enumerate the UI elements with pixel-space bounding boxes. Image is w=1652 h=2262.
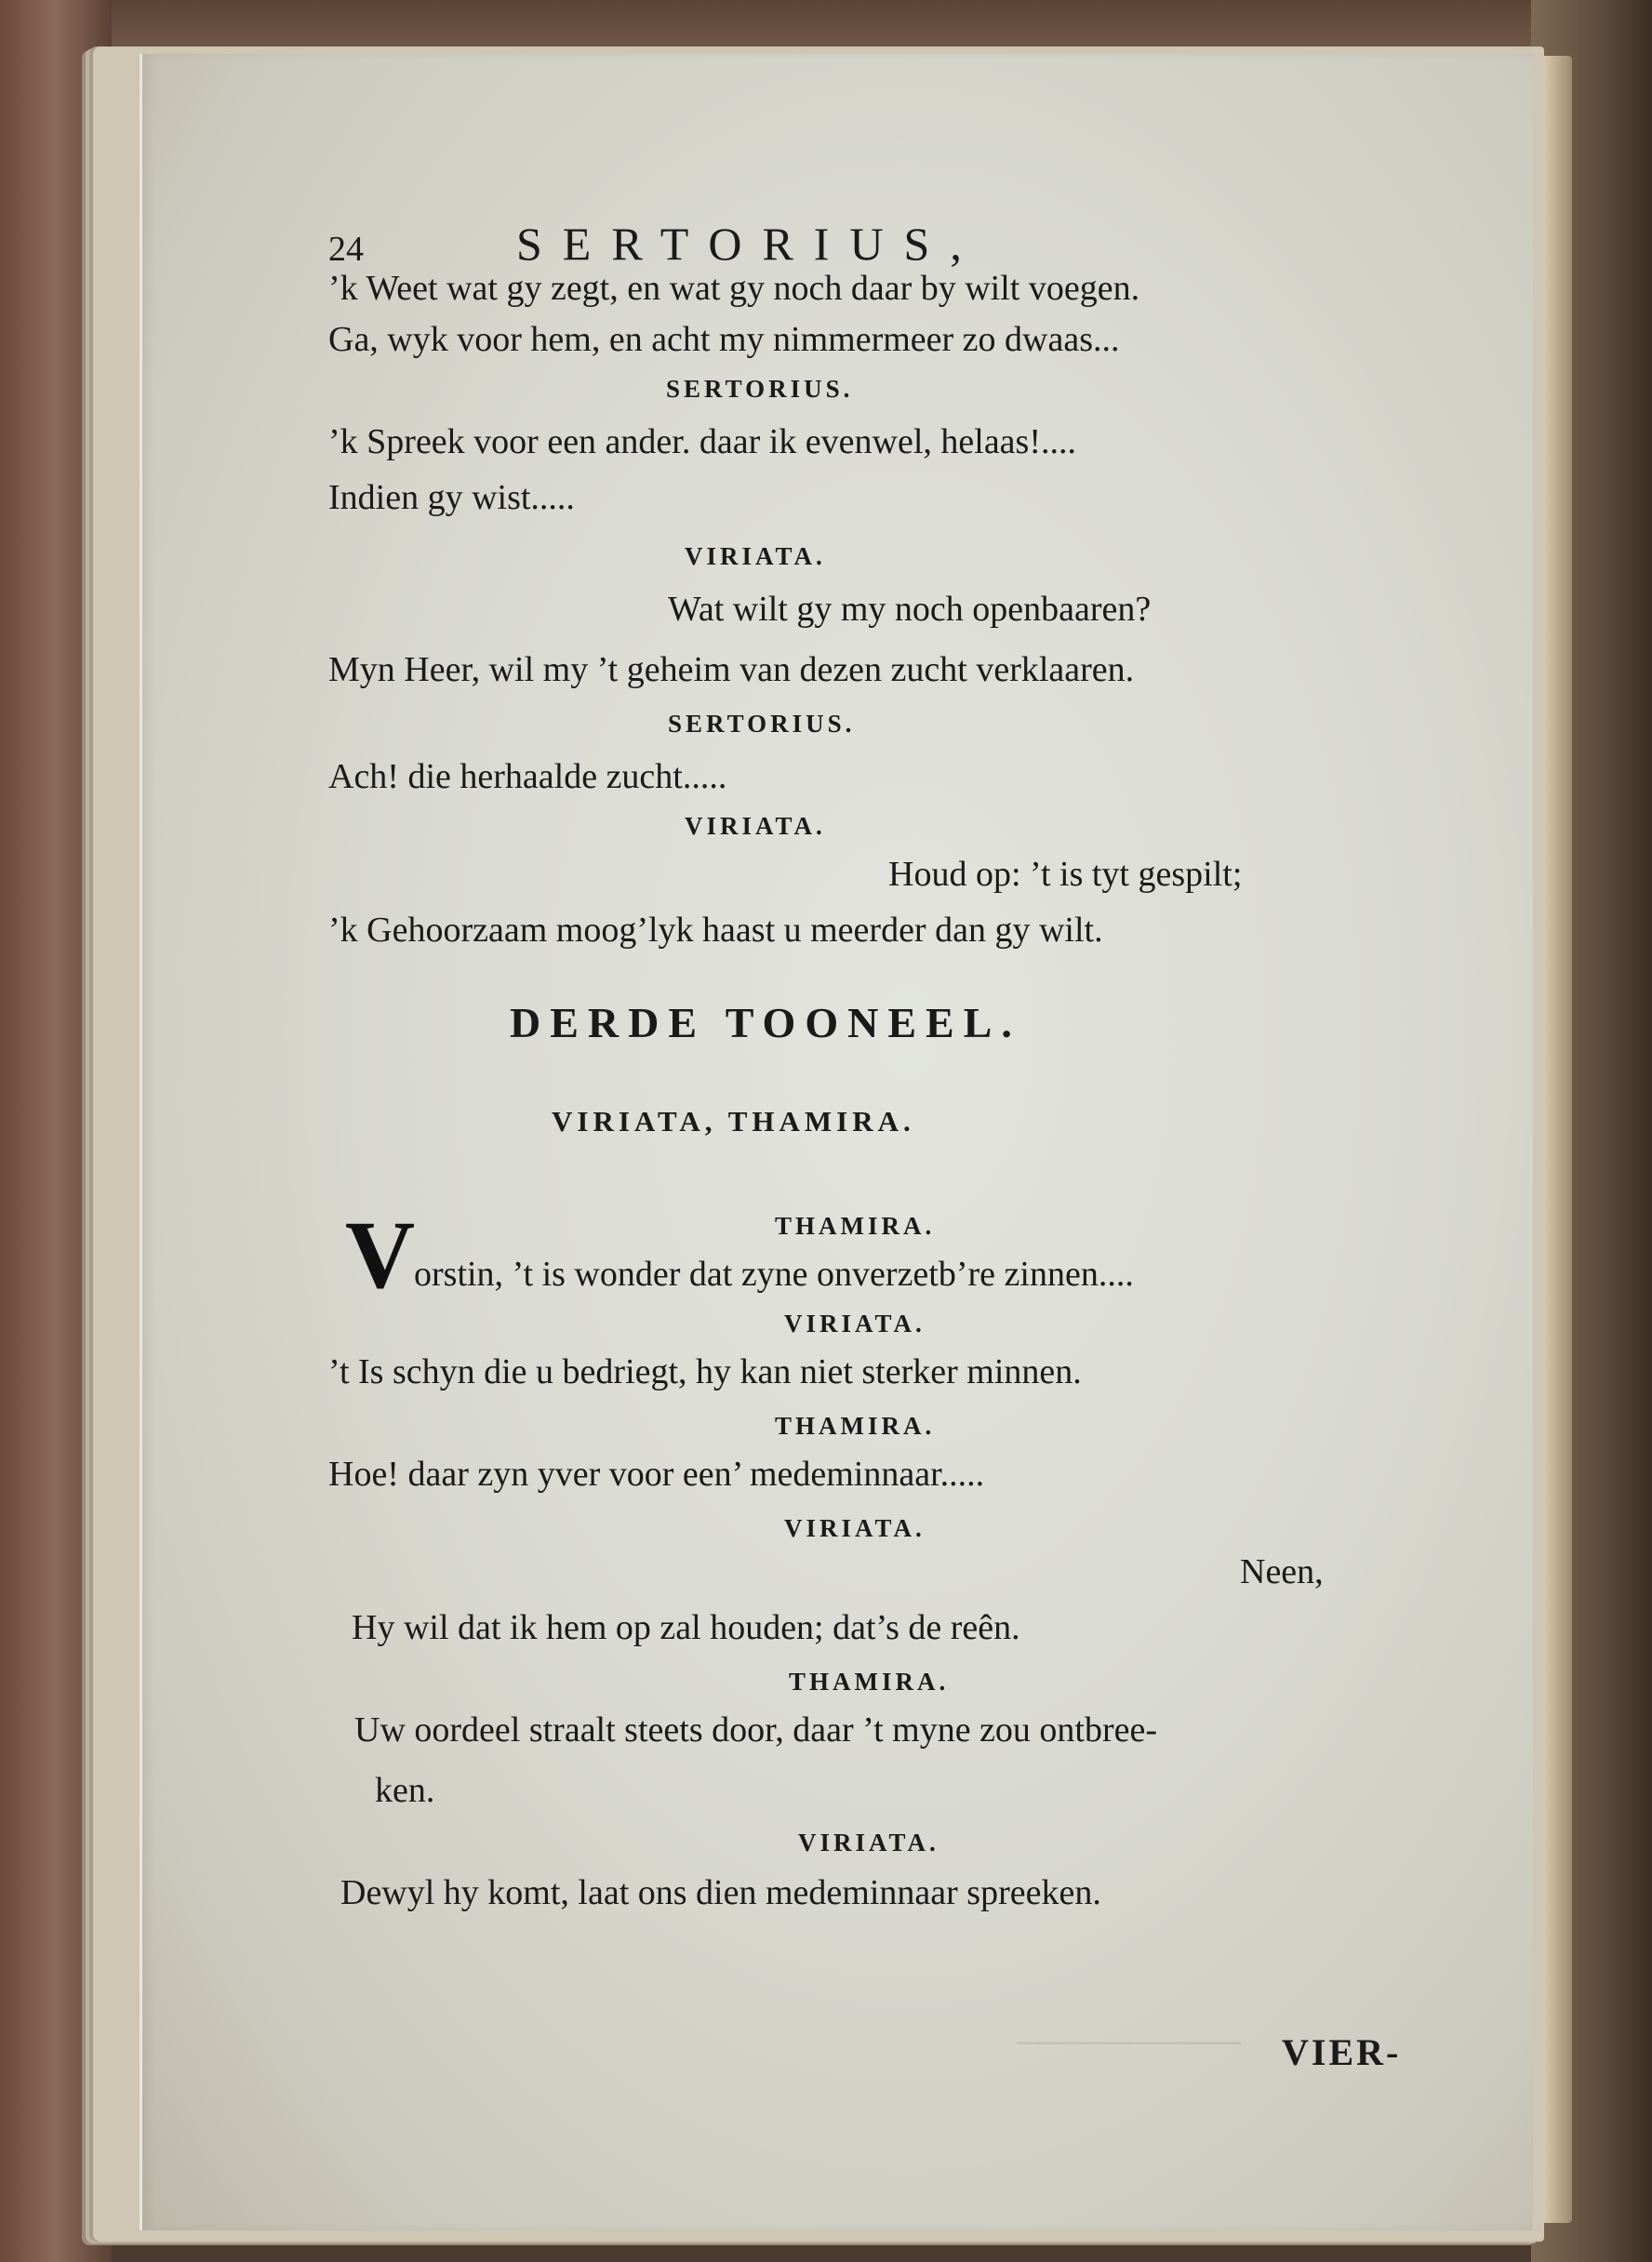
speaker-name: VIRIATA. [798,1829,939,1856]
verse-line: Myn Heer, wil my ’t geheim van dezen zucht verklaaren. [328,650,1135,689]
verse-line: Neen, [1240,1552,1324,1591]
scene-cast: VIRIATA, THAMIRA. [552,1105,915,1138]
verse-line: Dewyl hy komt, laat ons dien medeminnaar spreeken. [340,1873,1101,1912]
speaker-name: SERTORIUS. [666,375,854,403]
verse-line: ken. [375,1771,435,1810]
verse-line: ’k Weet wat gy zegt, en wat gy noch daar by wilt voegen. [328,269,1140,308]
drop-cap: V [345,1202,416,1309]
verse-line: Houd op: ’t is tyt gespilt; [888,855,1243,894]
verse-line: Ga, wyk voor hem, en acht my nimmermeer zo dwaas... [328,320,1120,359]
speaker-name: THAMIRA. [775,1412,936,1440]
speaker-name: THAMIRA. [775,1212,936,1240]
book-page [140,54,1533,2230]
running-head: SERTORIUS, [516,218,982,270]
verse-line: Uw oordeel straalt steets door, daar ’t myne zou ontbree- [354,1710,1158,1750]
speaker-name: THAMIRA. [789,1668,950,1696]
verse-line: ’k Gehoorzaam moog’lyk haast u meerder dan gy wilt. [328,911,1103,950]
show-through-stain: ────────── [1017,2026,1241,2060]
speaker-name: VIRIATA. [784,1310,926,1337]
scene-title: DERDE TOONEEL. [510,999,1021,1046]
speaker-name: VIRIATA. [685,542,826,570]
verse-line: Indien gy wist..... [328,478,575,517]
verse-line: Hoe! daar zyn yver voor een’ medeminnaar..... [328,1455,985,1494]
verse-line: Hy wil dat ik hem op zal houden; dat’s de reên. [352,1608,1020,1647]
verse-line: orstin, ’t is wonder dat zyne onverzetb’re zinnen.... [414,1255,1134,1294]
catchword: VIER- [1282,2031,1402,2073]
speaker-name: VIRIATA. [685,812,826,840]
speaker-name: VIRIATA. [784,1514,926,1542]
verse-line: Wat wilt gy my noch openbaaren? [668,590,1152,629]
verse-line: ’t Is schyn die u bedriegt, hy kan niet sterker minnen. [328,1352,1082,1391]
verse-line: Ach! die herhaalde zucht..... [328,757,727,796]
verse-line: ’k Spreek voor een ander. daar ik evenwel, helaas!.... [328,422,1076,461]
page-number: 24 [328,230,364,269]
speaker-name: SERTORIUS. [668,710,856,738]
